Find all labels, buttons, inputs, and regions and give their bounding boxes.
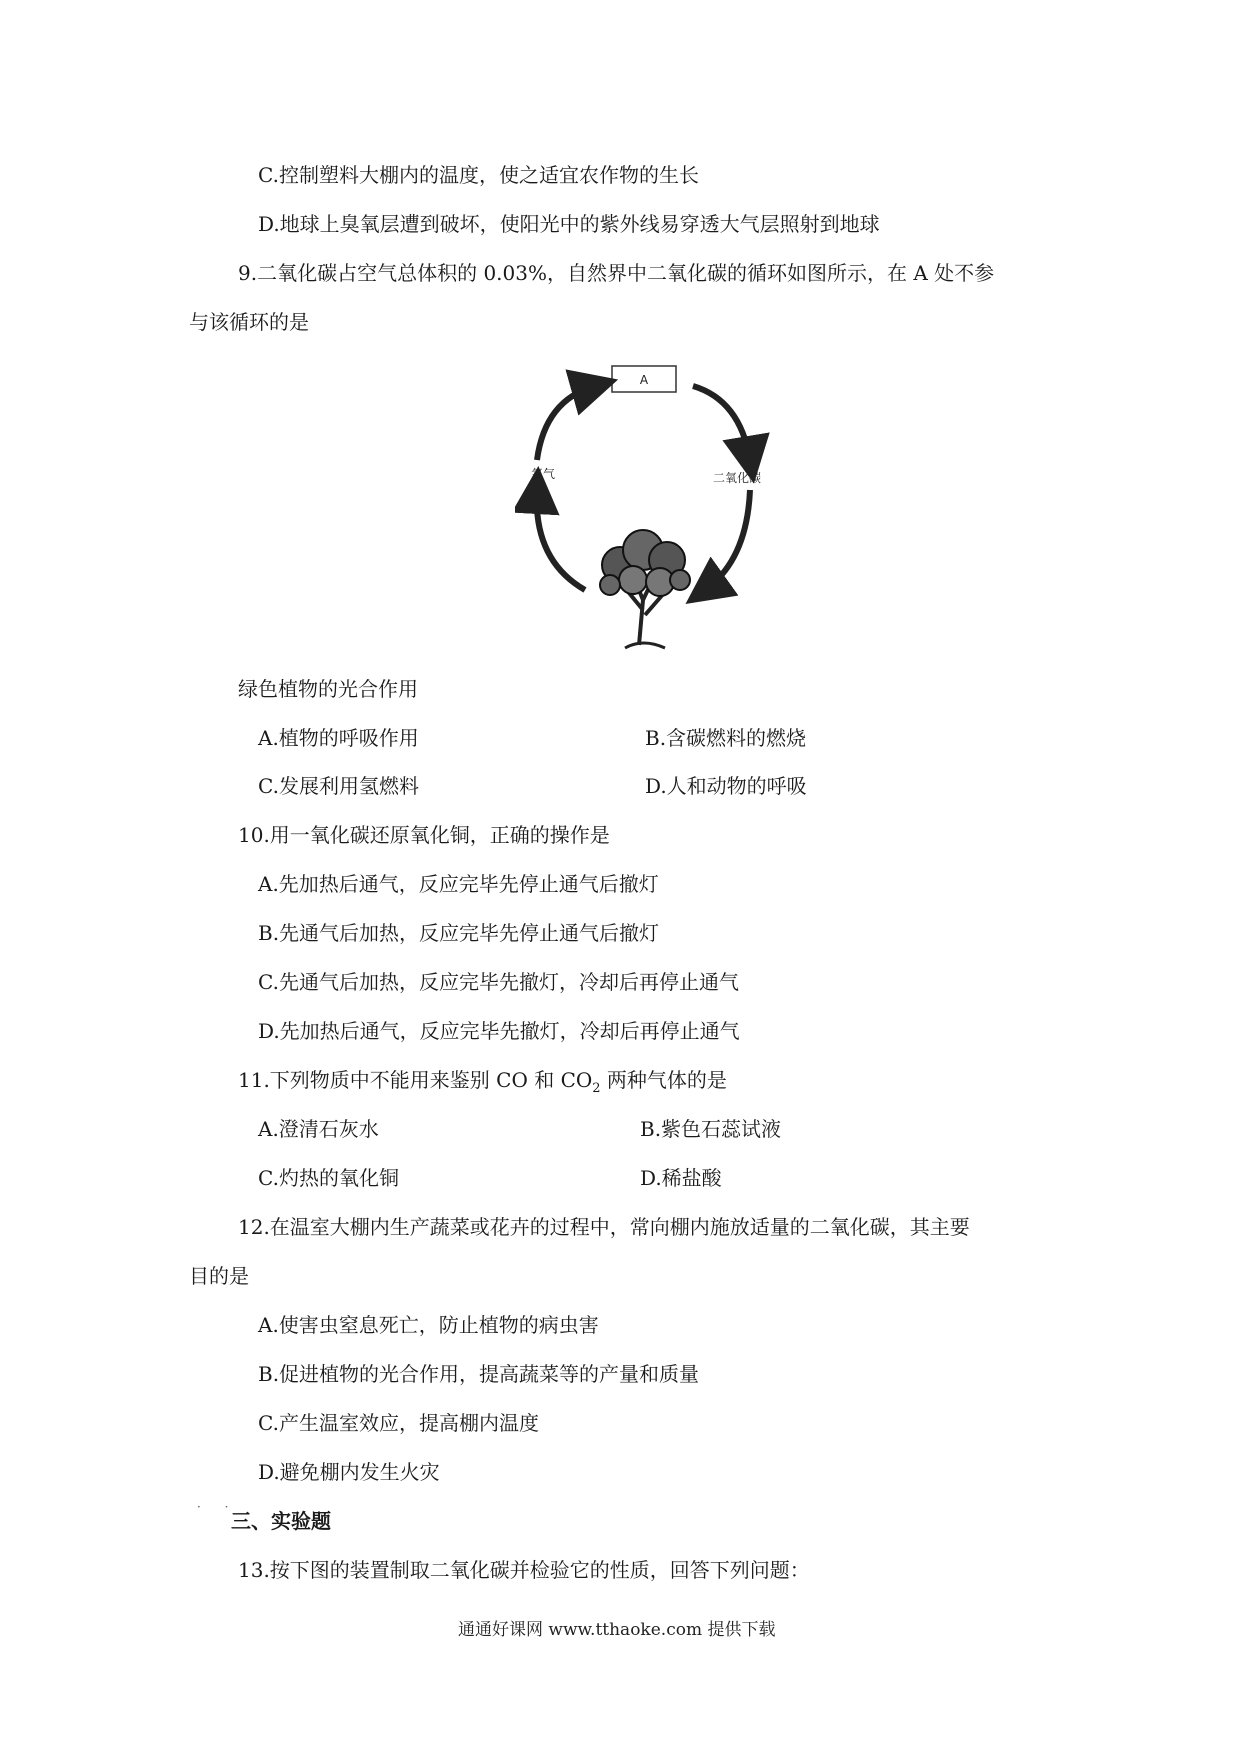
q10-option-d: D.先加热后通气，反应完毕先撤灯，冷却后再停止通气 <box>258 1019 740 1043</box>
cycle-arrow-bottom-left <box>537 490 585 590</box>
q10-option-a: A.先加热后通气，反应完毕先停止通气后撤灯 <box>258 872 659 896</box>
cycle-arrow-top-left <box>537 386 595 460</box>
carbon-cycle-figure <box>515 360 775 650</box>
q10-option-b: B.先通气后加热，反应完毕先停止通气后撤灯 <box>258 921 660 945</box>
q8-option-d: D.地球上臭氧层遭到破坏，使阳光中的紫外线易穿透大气层照射到地球 <box>258 212 880 236</box>
q12-option-d: D.避免棚内发生火灾 <box>258 1460 440 1484</box>
q11-option-c: C.灼热的氧化铜 <box>258 1166 399 1190</box>
page-footer: 通通好课网 www.tthaoke.com 提供下载 <box>458 1620 776 1640</box>
q9-caption: 绿色植物的光合作用 <box>238 677 418 701</box>
q11-option-d: D.稀盐酸 <box>640 1166 722 1190</box>
q12-option-b: B.促进植物的光合作用，提高蔬菜等的产量和质量 <box>258 1362 700 1386</box>
q13-stem: 13.按下图的装置制取二氧化碳并检验它的性质，回答下列问题： <box>238 1558 810 1582</box>
q10-option-c: C.先通气后加热，反应完毕先撤灯，冷却后再停止通气 <box>258 970 739 994</box>
q11-option-a: A.澄清石灰水 <box>258 1117 379 1141</box>
q12-stem-line1: 12.在温室大棚内生产蔬菜或花卉的过程中，常向棚内施放适量的二氧化碳，其主要 <box>238 1215 970 1239</box>
decorative-dots: · · <box>197 1500 239 1514</box>
q9-stem-line1: 9.二氧化碳占空气总体积的 0.03%，自然界中二氧化碳的循环如图所示，在 A 处不参 <box>238 261 995 285</box>
q9-option-d: D.人和动物的呼吸 <box>645 774 807 798</box>
q9-option-b: B.含碳燃料的燃烧 <box>645 726 807 750</box>
cycle-label-oxygen: 氧气 <box>531 467 556 481</box>
section-3-title: 三、实验题 <box>231 1509 331 1533</box>
cycle-label-co2: 二氧化碳 <box>713 471 762 485</box>
q9-stem-line2: 与该循环的是 <box>189 310 309 334</box>
tree-icon <box>600 530 690 648</box>
q12-option-c: C.产生温室效应，提高棚内温度 <box>258 1411 539 1435</box>
cycle-arrow-bottom-right <box>705 490 750 590</box>
q8-option-c: C.控制塑料大棚内的温度，使之适宜农作物的生长 <box>258 163 699 187</box>
q9-option-a: A.植物的呼吸作用 <box>258 726 419 750</box>
cycle-arrow-top-right <box>693 386 750 460</box>
q10-stem: 10.用一氧化碳还原氧化铜，正确的操作是 <box>238 823 610 847</box>
cycle-box-label: A <box>639 373 649 387</box>
q11-option-b: B.紫色石蕊试液 <box>640 1117 782 1141</box>
q11-stem: 11.下列物质中不能用来鉴别 CO 和 $CO_2$ 两种气体的是 <box>238 1068 727 1096</box>
q9-option-c: C.发展利用氢燃料 <box>258 774 419 798</box>
q12-stem-line2: 目的是 <box>189 1264 249 1288</box>
q12-option-a: A.使害虫窒息死亡，防止植物的病虫害 <box>258 1313 599 1337</box>
